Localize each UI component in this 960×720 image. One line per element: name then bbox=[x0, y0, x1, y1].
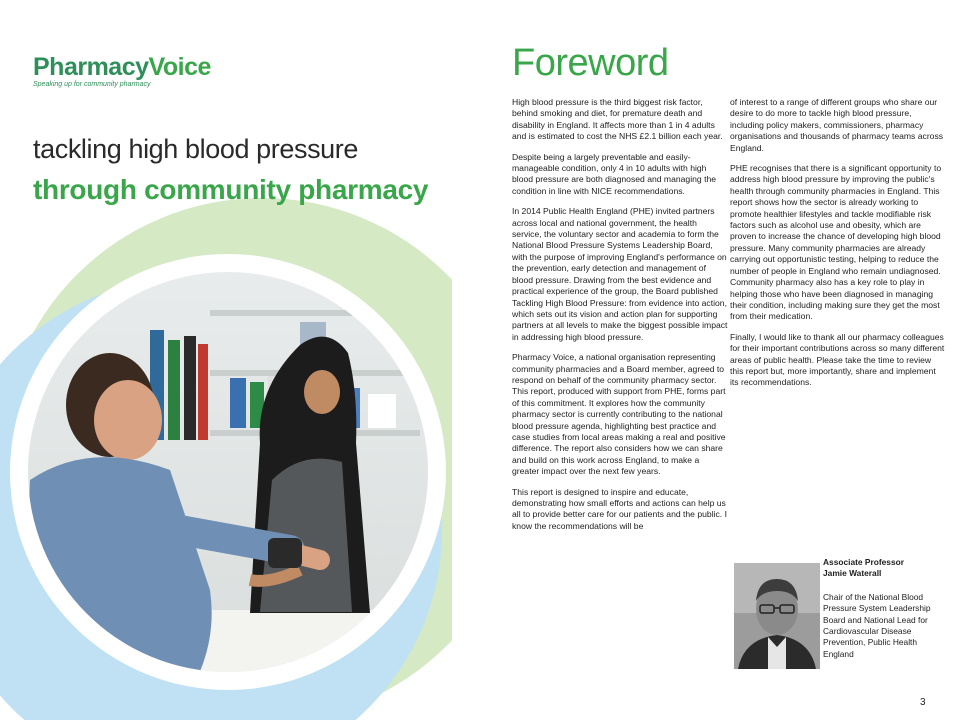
foreword-paragraph: Pharmacy Voice, a national organisation representing community pharmacies and a Board member, agreed to respond on behalf of the community pharmacy sector. This report, produced with support from PHE, forms part of this commitment. It explores how the community pharmacy sector is currently contributing to the national blood pressure agenda, highlighting best practice and case studies from local areas making a real and positive difference. The report also considers how we can share and build on this work across England, to make a greater impact over the next few years. bbox=[512, 352, 726, 477]
signatory-title: Associate Professor bbox=[823, 557, 904, 567]
cover-page bbox=[0, 10, 452, 720]
foreword-paragraph: This report is designed to inspire and educate, demonstrating how small efforts and actions can help us all to provide better care for our patients and the public. I know the recommendations will be bbox=[512, 486, 727, 531]
signatory-name-block bbox=[823, 557, 945, 580]
logo-word-pharmacy: Pharmacy bbox=[33, 53, 149, 81]
cover-artwork bbox=[0, 10, 452, 720]
page-gutter bbox=[452, 10, 480, 720]
foreword-column-left bbox=[512, 97, 728, 541]
foreword-heading: Foreword bbox=[512, 42, 669, 84]
author-portrait bbox=[734, 563, 820, 669]
cover-title-line2: through community pharmacy bbox=[33, 174, 429, 205]
foreword-paragraph: Despite being a largely preventable and easily-manageable condition, only 4 in 10 adults with high blood pressure are both diagnosed and managing the condition in line with NICE recommendations. bbox=[512, 151, 717, 196]
foreword-paragraph: In 2014 Public Health England (PHE) invited partners across local and national government, the health service, the voluntary sector and academia to form the National Blood Pressure Systems Leadership Board, with the purpose of improving England's performance on the prevention, early detection and management of blood pressure. Drawing from the best evidence and practical experience of the group, the Board published Tackling High Blood Pressure: from evidence into action, which sets out its vision and action plan for supporting partners at all levels to make the biggest possible impact in addressing high blood pressure. bbox=[512, 206, 728, 342]
signatory-name: Jamie Waterall bbox=[823, 568, 882, 579]
foreword-column-right bbox=[730, 97, 946, 398]
logo-tagline: Speaking up for community pharmacy bbox=[33, 81, 151, 88]
foreword-paragraph: Finally, I would like to thank all our pharmacy colleagues for their important contributions across so many different areas of public health. Please take the time to review this report but, more importantly, share and implement its recommendations. bbox=[730, 331, 945, 388]
foreword-paragraph: PHE recognises that there is a significant opportunity to address high blood pressure by improving the public's health through community pharmacies in England. This report shows how the sector is already working to promote healthier lifestyles and tackle modifiable risk factors such as alcohol use and obesity, which are proven to increase the chance of developing high blood pressure. Many community pharmacies are already carrying out opportunistic testing, helping to reduce the number of people in England who remain undiagnosed. Community pharmacy also has a key role to play in helping those who have been diagnosed in managing their condition, including making sure they get the most from their medication. bbox=[730, 163, 942, 322]
logo-word-voice: Voice bbox=[148, 53, 211, 81]
signatory-role: Chair of the National Blood Pressure System Leadership Board and National Lead for Cardiovascular Disease Prevention, Public Health England bbox=[823, 591, 931, 659]
page-number: 3 bbox=[920, 697, 926, 708]
foreword-paragraph: High blood pressure is the third biggest risk factor, behind smoking and diet, for premature death and disability in England. It affects more than 1 in 4 adults and is estimated to cost the NHS £2.1 billion each year. bbox=[512, 97, 723, 142]
pharmacy-voice-logo bbox=[33, 54, 211, 88]
cover-title-line1: tackling high blood pressure bbox=[33, 134, 359, 164]
foreword-page bbox=[480, 0, 960, 720]
foreword-paragraph: of interest to a range of different groups who share our desire to do more to tackle high blood pressure, including policy makers, commissioners, pharmacy organisations and thousands of pharmacy teams across England. bbox=[730, 97, 944, 153]
signature-block bbox=[823, 557, 945, 660]
